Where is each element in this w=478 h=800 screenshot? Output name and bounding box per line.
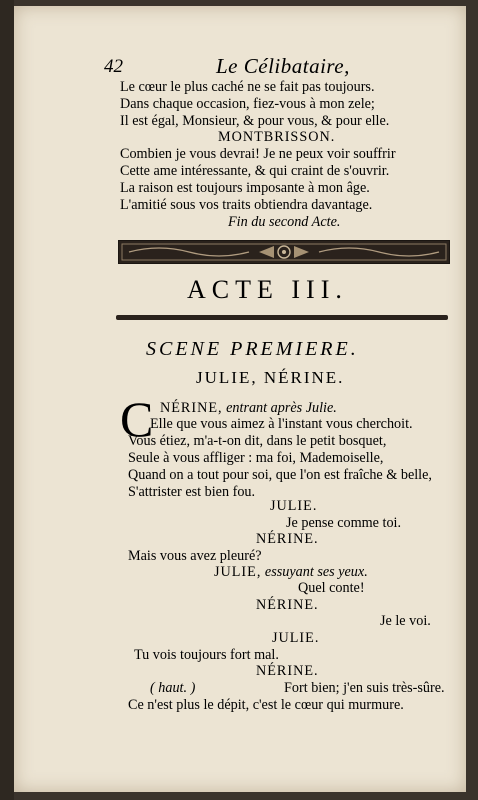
- text-line: Seule à vous affliger : ma foi, Mademoiselle,: [128, 450, 384, 466]
- speaker-nerine: NÉRINE.: [256, 663, 319, 679]
- running-title: Le Célibataire,: [216, 54, 350, 78]
- end-of-act: Fin du second Acte.: [228, 214, 341, 230]
- text-line: Quand on a tout pour soi, que l'on est fraîche & belle,: [128, 467, 432, 483]
- text-line: Ce n'est plus le dépit, c'est le cœur qui murmure.: [128, 697, 404, 713]
- speaker-montbrisson: MONTBRISSON.: [218, 129, 336, 145]
- text-line: La raison est toujours imposante à mon âge.: [120, 180, 370, 196]
- nerine-intro: [160, 400, 337, 416]
- text-line: Quel conte!: [298, 580, 365, 596]
- speaker-julie: JULIE,: [214, 564, 262, 580]
- stage-direction: essuyant ses yeux.: [264, 564, 368, 580]
- drop-capital: C: [120, 391, 154, 447]
- stage-direction: ( haut. ): [150, 680, 196, 696]
- text-line: Cette ame intéressante, & qui craint de s'ouvrir.: [120, 163, 390, 179]
- text-line: L'amitié sous vos traits obtiendra davantage.: [120, 197, 373, 213]
- stage-direction: entrant après Julie.: [226, 400, 337, 416]
- scene-characters: JULIE, NÉRINE.: [196, 368, 345, 387]
- text-line: Dans chaque occasion, fiez-vous à mon zele;: [120, 96, 375, 112]
- text-line: Tu vois toujours fort mal.: [134, 647, 279, 663]
- divider-rule: [116, 315, 448, 320]
- text-line: Je le voi.: [380, 613, 431, 629]
- scene-title: SCENE PREMIERE.: [146, 338, 359, 360]
- act-title: ACTE III.: [187, 275, 348, 304]
- text-line: Fort bien; j'en suis très-sûre.: [284, 680, 445, 696]
- text-line: Je pense comme toi.: [286, 515, 402, 531]
- text-line: Combien je vous devrai! Je ne peux voir souffrir: [120, 146, 396, 162]
- speaker-julie: JULIE.: [270, 498, 318, 514]
- text-line: Il est égal, Monsieur, & pour vous, & pour elle.: [120, 113, 390, 129]
- text-line: Vous étiez, m'a-t-on dit, dans le petit bosquet,: [128, 433, 387, 449]
- page-number: 42: [104, 56, 123, 77]
- text-line: Le cœur le plus caché ne se fait pas toujours.: [120, 79, 375, 95]
- text-line: Mais vous avez pleuré?: [128, 548, 262, 564]
- speaker-nerine: NÉRINE.: [256, 531, 319, 547]
- text-line: S'attrister est bien fou.: [128, 484, 256, 500]
- text-line: Elle que vous aimez à l'instant vous cherchoit.: [150, 416, 413, 432]
- speaker-nerine: NÉRINE.: [256, 597, 319, 613]
- ornament-pattern-icon: [119, 241, 449, 263]
- page-edge: [0, 0, 14, 800]
- decorative-ornament-band: [118, 240, 450, 264]
- speaker-julie-direction: [214, 564, 368, 580]
- speaker-julie: JULIE.: [272, 630, 320, 646]
- speaker-nerine: NÉRINE,: [160, 400, 223, 416]
